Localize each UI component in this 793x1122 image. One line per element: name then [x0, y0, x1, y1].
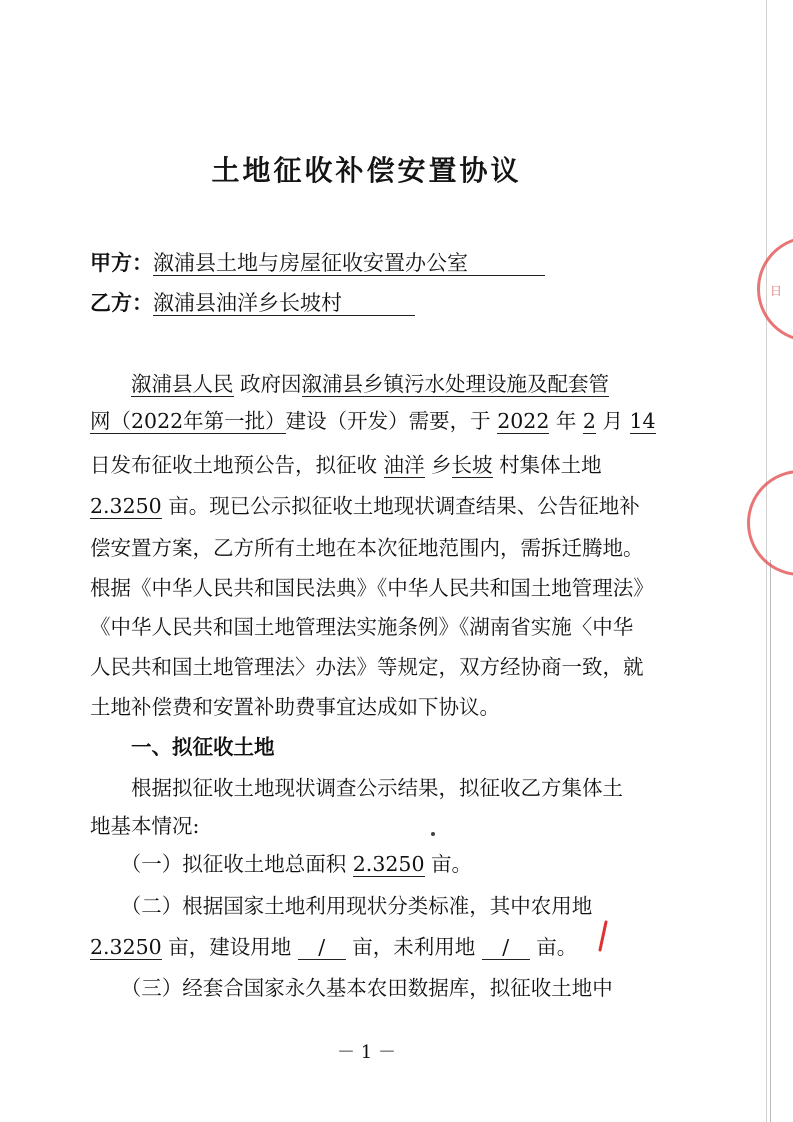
body-line [90, 452, 602, 478]
body-line [90, 614, 633, 640]
text-segment: 《中华人民共和国土地管理法实施条例》《湖南省实施〈中华 [90, 615, 634, 639]
text-segment: 月 [595, 409, 630, 433]
seal-mark: 日 [770, 284, 783, 298]
text-segment: 根据拟征收土地现状调查公示结果，拟征收乙方集体土 [90, 776, 623, 800]
filled-blank: 溆浦县乡镇污水处理设施及配套管 [301, 372, 610, 396]
text-segment: 日发布征收土地预公告，拟征收 [90, 453, 384, 477]
text-segment: 村集体土地 [492, 453, 602, 477]
body-line [90, 493, 640, 519]
party-b-value: 溆浦县油洋乡长坡村 [153, 291, 415, 316]
text-segment: 亩，建设用地 [161, 935, 298, 959]
filled-blank: 2.3250 [90, 494, 162, 518]
filled-blank: 2.3250 [352, 852, 425, 876]
body-line [90, 408, 656, 434]
body-line [90, 654, 644, 680]
body-line [90, 694, 500, 720]
filled-blank: 溆浦县人民 [131, 372, 234, 396]
text-segment: 建设（开发）需要，于 [285, 409, 498, 433]
text-segment: 亩。现已公示拟征收土地现状调查结果、公告征地补 [161, 494, 640, 518]
filled-blank: 2.3250 [90, 935, 162, 959]
text-segment: （三）经套合国家永久基本农田数据库，拟征收土地中 [90, 976, 613, 1000]
body-line [90, 851, 472, 877]
section-heading: 一、拟征收土地 [131, 735, 275, 759]
text-segment [90, 735, 131, 759]
document-title: 土地征收补偿安置协议 [211, 154, 522, 187]
text-segment: 亩。 [529, 935, 578, 959]
text-segment: 地基本情况: [90, 814, 200, 838]
text-segment: 偿安置方案，乙方所有土地在本次征地范围内，需拆迁腾地。 [90, 536, 644, 560]
filled-blank: 长坡 [451, 453, 493, 477]
text-segment: 亩，未利用地 [345, 935, 482, 959]
text-segment: 年 [549, 409, 583, 433]
party-b [90, 287, 415, 317]
filled-blank: 油洋 [383, 453, 425, 477]
text-segment: 根据《中华人民共和国民法典》《中华人民共和国土地管理法》 [90, 576, 654, 600]
party-a [90, 247, 545, 277]
filled-blank: 14 [629, 409, 656, 433]
body-line [90, 575, 654, 601]
text-segment: 乡 [424, 453, 452, 477]
text-segment: 亩。 [424, 852, 473, 876]
party-b-label: 乙方： [90, 291, 153, 315]
text-segment: （二）根据国家土地利用现状分类标准，其中农用地 [90, 894, 593, 918]
text-segment [90, 372, 131, 396]
filled-blank: 2 [582, 409, 596, 433]
ink-speck-mark [428, 829, 438, 839]
body-line [90, 535, 644, 561]
body-line [90, 371, 609, 397]
text-segment: （一）拟征收土地总面积 [90, 852, 353, 876]
body-line [90, 934, 577, 960]
text-segment: 土地补偿费和安置补助费事宜达成如下协议。 [90, 695, 500, 719]
text-segment: 政府因 [233, 372, 302, 396]
party-a-value: 溆浦县土地与房屋征收安置办公室 [153, 251, 545, 276]
filled-blank: 2022 [497, 409, 550, 433]
red-seal-fragment [747, 470, 793, 576]
text-segment: 人民共和国土地管理法〉办法》等规定，双方经协商一致，就 [90, 655, 644, 679]
pen-stroke-mark [596, 920, 610, 954]
page-number: － 1 － [337, 1042, 396, 1063]
filled-blank: / [481, 935, 530, 959]
filled-blank: 网（2022年第一批） [90, 409, 286, 433]
party-a-label: 甲方： [90, 251, 153, 275]
body-line [90, 975, 613, 1001]
scan-edge-line [770, 560, 771, 1122]
body-line [90, 734, 275, 760]
body-line [90, 813, 199, 839]
filled-blank: / [297, 935, 346, 959]
body-line [90, 893, 592, 919]
body-line [90, 775, 623, 801]
